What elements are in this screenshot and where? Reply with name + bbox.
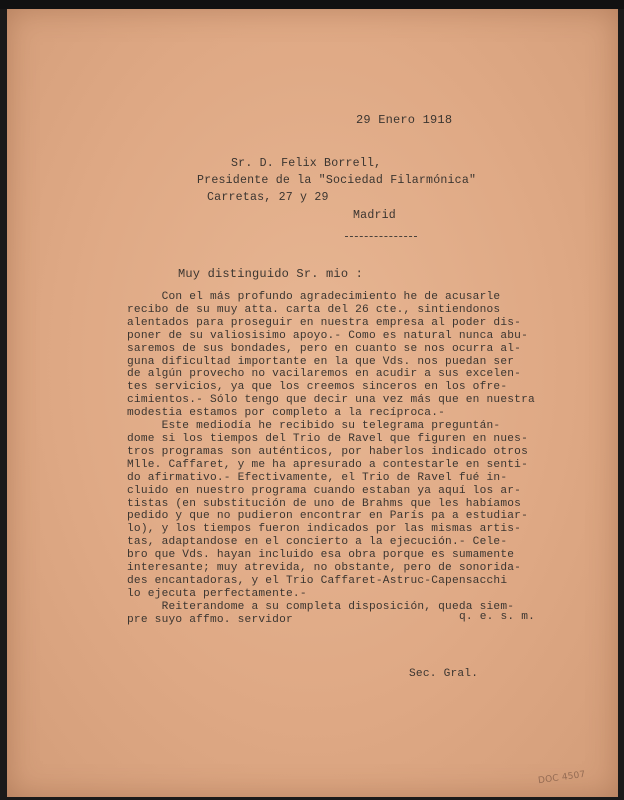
body-line: lo), y los tiempos fueron indicados por las mismas artis- xyxy=(127,523,522,536)
body-line: cluido en nuestro programa cuando estaban ya aquí los ar- xyxy=(127,484,522,497)
letter-date: 29 Enero 1918 xyxy=(356,113,453,127)
letter-page xyxy=(7,9,618,797)
body-line: modestia estamos por completo a la recíproca.- xyxy=(127,407,446,420)
body-line: do afirmativo.- Efectivamente, el Trio de Ravel fué in- xyxy=(127,471,508,484)
body-line: lo ejecuta perfectamente.- xyxy=(127,587,307,600)
body-line: pre suyo affmo. servidor xyxy=(127,613,293,626)
signature: Sec. Gral. xyxy=(409,668,479,680)
body-line: Reiterandome a su completa disposición, queda siem- xyxy=(127,600,515,613)
body-line: tistas (en substitución de uno de Brahms que les habíamos xyxy=(127,497,522,510)
body-line: recibo de su muy atta. carta del 26 cte., sintiendonos xyxy=(127,303,501,316)
body-line: guna dificultad importante en la que Vds. nos puedan ser xyxy=(127,355,515,368)
closing-formula: q. e. s. m. xyxy=(459,611,536,623)
recipient-name: Sr. D. Felix Borrell, xyxy=(231,157,382,170)
body-line: de algún provecho no vacilaremos en acudir a sus excelen- xyxy=(127,368,522,381)
recipient-city: Madrid xyxy=(353,209,396,222)
letter-body xyxy=(127,291,547,627)
body-line: alentados para proseguir en nuestra empresa al poder dis- xyxy=(127,316,522,329)
body-line: interesante; muy atrevida, no obstante, pero de sonorida- xyxy=(127,562,522,575)
body-line: tas, adaptandose en el concierto a la ejecución.- Cele- xyxy=(127,536,508,549)
body-line: Este mediodía he recibido su telegrama preguntán- xyxy=(127,420,501,433)
recipient-street: Carretas, 27 y 29 xyxy=(207,191,329,204)
body-line: Con el más profundo agradecimiento he de acusarle xyxy=(127,291,501,303)
body-line: poner de su valiosisimo apoyo.- Como es natural nunca abu- xyxy=(127,329,528,342)
recipient-title: Presidente de la "Sociedad Filarmónica" xyxy=(197,174,477,187)
body-line: tes servicios, ya que los creemos sinceros en los ofre- xyxy=(127,381,508,394)
body-line: dome si los tiempos del Trio de Ravel que figuren en nues- xyxy=(127,432,528,445)
body-line: cimientos.- Sólo tengo que decir una vez más que en nuestra xyxy=(127,394,535,407)
archive-mark: DOC 4507 xyxy=(537,769,587,787)
city-underline xyxy=(345,236,417,237)
body-line: bro que Vds. hayan incluido esa obra porque es sumamente xyxy=(127,549,515,562)
body-line: tros programas son auténticos, por haberlos indicado otros xyxy=(127,445,528,458)
body-line: pedido y que no pudieron encontrar en París pa a estudiar- xyxy=(127,510,528,523)
body-line: Mlle. Caffaret, y me ha apresurado a contestarle en senti- xyxy=(127,458,528,471)
body-line: saremos de sus bondades, pero en cuanto se nos ocurra al- xyxy=(127,342,522,355)
body-line: des encantadoras, y el Trio Caffaret-Astruc-Capensacchi xyxy=(127,574,508,587)
greeting: Muy distinguido Sr. mio : xyxy=(178,267,364,281)
top-border xyxy=(0,0,624,9)
